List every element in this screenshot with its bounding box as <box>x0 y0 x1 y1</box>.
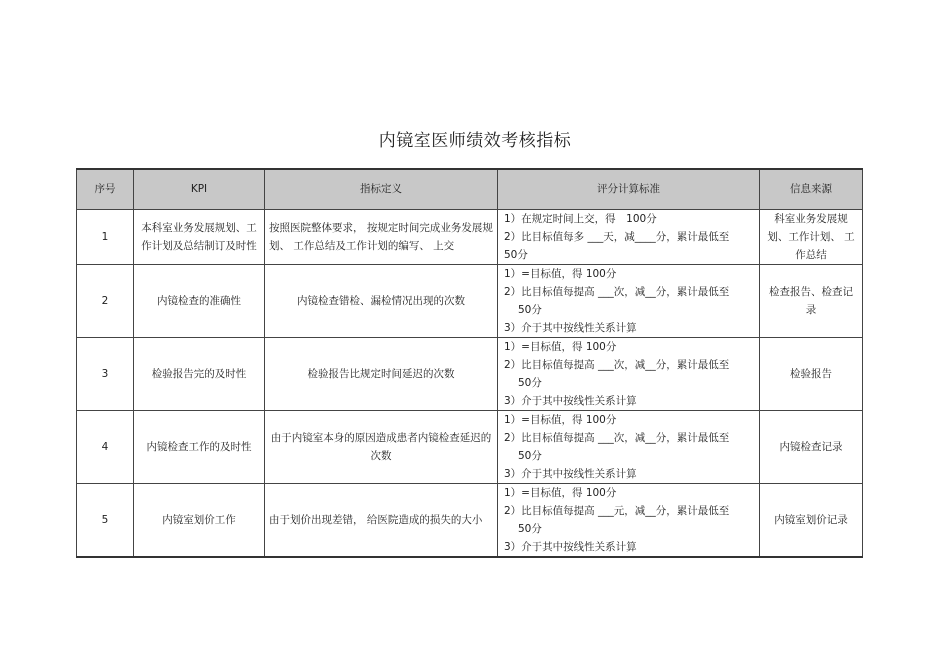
standard-line: 1）=目标值，得 100分 <box>504 267 617 280</box>
header-source: 信息来源 <box>760 169 863 209</box>
header-kpi: KPI <box>134 169 265 209</box>
table-row <box>77 483 863 557</box>
standard-line: 2）比目标值每提高 ___次，减__分，累计最低至 <box>504 358 730 371</box>
row-definition: 检验报告比规定时间延迟的次数 <box>265 337 498 410</box>
standard-line: 1）=目标值，得 100分 <box>504 340 617 353</box>
standard-line: 1）在规定时间上交，得 100分 <box>504 212 657 225</box>
row-no: 4 <box>77 410 134 483</box>
row-kpi: 内镜室划价工作 <box>134 483 265 557</box>
row-standard <box>498 264 760 337</box>
row-source: 检查报告、检查记录 <box>760 264 863 337</box>
row-definition: 由于内镜室本身的原因造成患者内镜检查延迟的次数 <box>265 410 498 483</box>
table-row <box>77 337 863 410</box>
standard-line: 2）比目标值每提高 ___次，减__分，累计最低至 <box>504 285 730 298</box>
row-definition: 按照医院整体要求， 按规定时间完成业务发展规划、 工作总结及工作计划的编写、 上交 <box>265 209 498 264</box>
row-kpi: 内镜检查的准确性 <box>134 264 265 337</box>
row-no: 3 <box>77 337 134 410</box>
kpi-table <box>76 168 863 558</box>
row-definition: 内镜检查错检、漏检情况出现的次数 <box>265 264 498 337</box>
row-source: 内镜检查记录 <box>760 410 863 483</box>
header-no: 序号 <box>77 169 134 209</box>
table-row <box>77 410 863 483</box>
standard-line: 50分 <box>518 449 542 462</box>
row-kpi: 内镜检查工作的及时性 <box>134 410 265 483</box>
standard-line: 1）=目标值，得 100分 <box>504 486 617 499</box>
header-standard: 评分计算标准 <box>498 169 760 209</box>
standard-line: 50分 <box>518 303 542 316</box>
row-standard <box>498 209 760 264</box>
table-row <box>77 264 863 337</box>
table-header-row <box>77 169 863 209</box>
standard-line: 3）介于其中按线性关系计算 <box>504 540 637 553</box>
standard-line: 2）比目标值每提高 ___次，减__分，累计最低至 <box>504 431 730 444</box>
standard-line: 3）介于其中按线性关系计算 <box>504 467 637 480</box>
row-standard <box>498 483 760 557</box>
standard-line: 50分 <box>504 248 528 261</box>
row-definition: 由于划价出现差错， 给医院造成的损失的大小 <box>265 483 498 557</box>
row-kpi: 检验报告完的及时性 <box>134 337 265 410</box>
row-standard <box>498 337 760 410</box>
standard-line: 2）比目标值每多 ___天，减____分，累计最低至 <box>504 230 730 243</box>
row-source: 科室业务发展规划、工作计划、 工作总结 <box>760 209 863 264</box>
standard-line: 1）=目标值，得 100分 <box>504 413 617 426</box>
row-standard <box>498 410 760 483</box>
standard-line: 3）介于其中按线性关系计算 <box>504 321 637 334</box>
header-definition: 指标定义 <box>265 169 498 209</box>
standard-line: 50分 <box>518 376 542 389</box>
row-no: 2 <box>77 264 134 337</box>
row-source: 检验报告 <box>760 337 863 410</box>
row-kpi: 本科室业务发展规划、工作计划及总结制订及时性 <box>134 209 265 264</box>
table-row <box>77 209 863 264</box>
standard-line: 2）比目标值每提高 ___元，减__分，累计最低至 <box>504 504 730 517</box>
standard-line: 50分 <box>518 522 542 535</box>
row-no: 5 <box>77 483 134 557</box>
row-source: 内镜室划价记录 <box>760 483 863 557</box>
page-title: 内镜室医师绩效考核指标 <box>378 131 572 151</box>
row-no: 1 <box>77 209 134 264</box>
standard-line: 3）介于其中按线性关系计算 <box>504 394 637 407</box>
